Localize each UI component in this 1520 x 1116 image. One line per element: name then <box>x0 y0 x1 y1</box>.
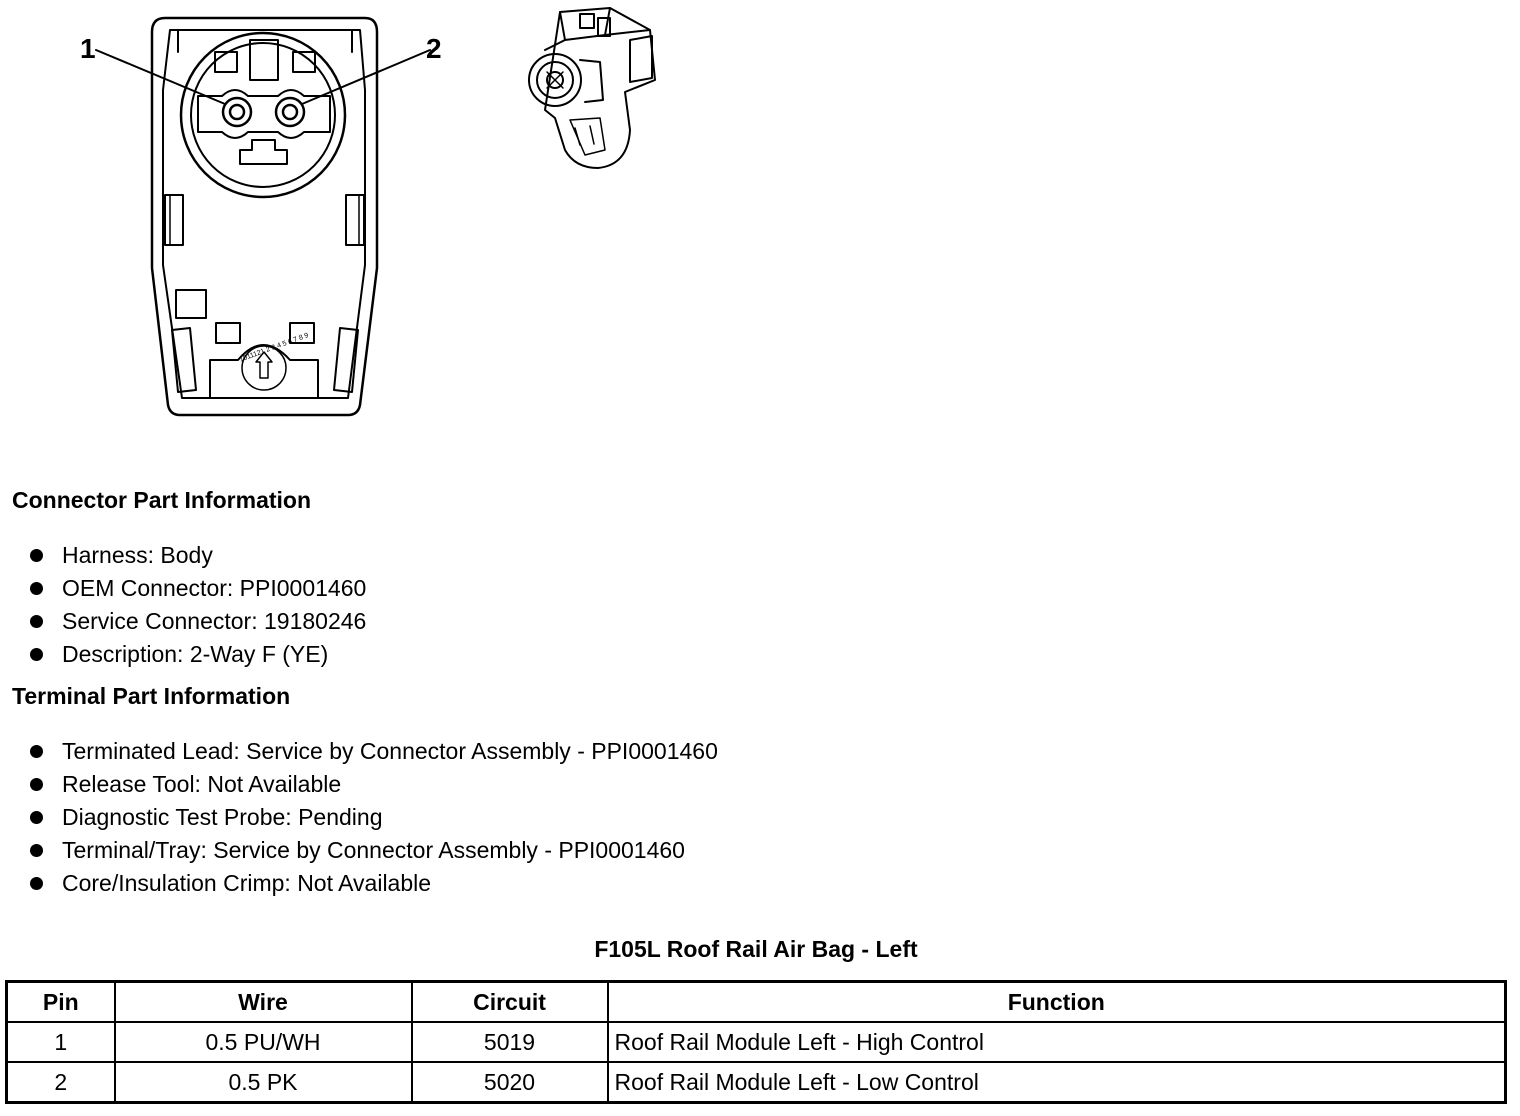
list-item: Description: 2-Way F (YE) <box>28 638 366 671</box>
list-item: Harness: Body <box>28 539 366 572</box>
terminal-cavity-ring <box>181 33 345 197</box>
list-item: Diagnostic Test Probe: Pending <box>28 801 718 834</box>
pinout-table <box>5 980 1507 1104</box>
terminal-info-title: Terminal Part Information <box>12 683 291 709</box>
cell-circuit: 5020 <box>412 1062 608 1103</box>
bullet-icon <box>30 648 43 661</box>
cell-function: Roof Rail Module Left - Low Control <box>608 1062 1506 1103</box>
bullet-icon <box>30 844 43 857</box>
terminal-info-list <box>28 735 718 900</box>
column-header-circuit: Circuit <box>412 982 608 1023</box>
connector-face-diagram <box>0 0 700 440</box>
column-header-pin: Pin <box>7 982 115 1023</box>
list-item: Terminated Lead: Service by Connector Assembly - PPI0001460 <box>28 735 718 768</box>
pin-1-terminal <box>223 98 251 126</box>
connector-info-list <box>28 539 366 671</box>
bullet-icon <box>30 877 43 890</box>
table-header-row <box>7 982 1506 1023</box>
column-header-function: Function <box>608 982 1506 1023</box>
bullet-icon <box>30 745 43 758</box>
bullet-icon <box>30 811 43 824</box>
table-row <box>7 1022 1506 1062</box>
list-item: Release Tool: Not Available <box>28 768 718 801</box>
table-row <box>7 1062 1506 1103</box>
list-item: Service Connector: 19180246 <box>28 605 366 638</box>
cell-pin: 2 <box>7 1062 115 1103</box>
connector-info-title: Connector Part Information <box>12 487 312 513</box>
list-item: Terminal/Tray: Service by Connector Assembly - PPI0001460 <box>28 834 718 867</box>
list-item: OEM Connector: PPI0001460 <box>28 572 366 605</box>
connector-isometric-view <box>529 8 655 168</box>
callout-2-label: 2 <box>426 33 442 64</box>
bullet-icon <box>30 615 43 628</box>
cell-function: Roof Rail Module Left - High Control <box>608 1022 1506 1062</box>
date-code-numbers: 1011121 2 3 4 5 6 7 8 9 <box>238 332 310 364</box>
connector-housing-inner <box>163 30 365 398</box>
connector-housing-outline <box>152 18 377 415</box>
bullet-icon <box>30 778 43 791</box>
cell-wire: 0.5 PU/WH <box>115 1022 412 1062</box>
bullet-icon <box>30 549 43 562</box>
column-header-wire: Wire <box>115 982 412 1023</box>
bullet-icon <box>30 582 43 595</box>
cell-circuit: 5019 <box>412 1022 608 1062</box>
cell-pin: 1 <box>7 1022 115 1062</box>
list-item: Core/Insulation Crimp: Not Available <box>28 867 718 900</box>
pin-2-terminal <box>276 98 304 126</box>
callout-1-label: 1 <box>80 33 96 64</box>
table-title: F105L Roof Rail Air Bag - Left <box>594 936 918 962</box>
cell-wire: 0.5 PK <box>115 1062 412 1103</box>
